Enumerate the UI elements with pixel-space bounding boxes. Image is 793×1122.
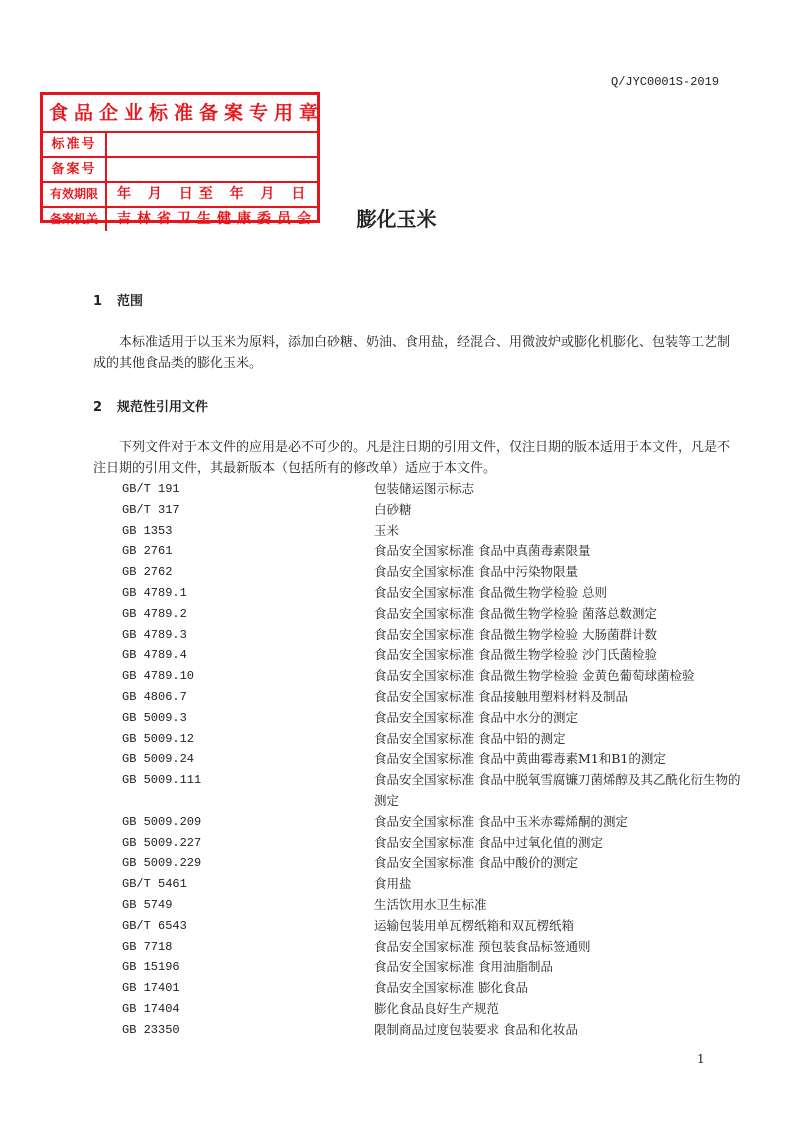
stamp-label: 有效期限 bbox=[43, 183, 107, 206]
reference-title: 食品安全国家标准 食品微生物学检验 金黄色葡萄球菌检验 bbox=[374, 668, 695, 684]
reference-row bbox=[122, 999, 743, 1020]
reference-code: GB 5009.12 bbox=[122, 731, 195, 746]
reference-row bbox=[122, 583, 743, 604]
reference-code: GB 5749 bbox=[122, 897, 173, 912]
reference-title: 生活饮用水卫生标准 bbox=[374, 896, 487, 912]
reference-row bbox=[122, 729, 743, 750]
reference-row bbox=[122, 541, 743, 562]
reference-row bbox=[122, 708, 743, 729]
reference-title: 食品安全国家标准 食品中铅的测定 bbox=[374, 730, 566, 746]
reference-code: GB/T 191 bbox=[122, 482, 180, 496]
reference-title: 食品安全国家标准 食品微生物学检验 总则 bbox=[374, 584, 607, 600]
reference-title: 玉米 bbox=[374, 522, 400, 538]
section-title: 规范性引用文件 bbox=[117, 400, 209, 415]
reference-code: GB 7718 bbox=[122, 939, 173, 954]
reference-code: GB 5009.3 bbox=[122, 710, 187, 725]
section-heading-references bbox=[93, 400, 743, 416]
references-paragraph: 下列文件对于本文件的应用是必不可少的。凡是注日期的引用文件，仅注日期的版本适用于本文件，凡是不注日期的引用文件，其最新版本（包括所有的修改单）适应于本文件。 bbox=[93, 440, 731, 476]
reference-row bbox=[122, 978, 743, 999]
reference-row bbox=[122, 479, 743, 500]
reference-row bbox=[122, 625, 743, 646]
reference-code: GB 1353 bbox=[122, 523, 173, 538]
stamp-label: 备案机关 bbox=[43, 208, 107, 231]
reference-title: 食品安全国家标准 食品微生物学检验 沙门氏菌检验 bbox=[374, 647, 657, 663]
reference-row bbox=[122, 770, 743, 812]
stamp-value: 年 月 日至 年 月 日 bbox=[117, 186, 312, 202]
reference-code: GB 15196 bbox=[122, 960, 180, 975]
reference-row bbox=[122, 666, 743, 687]
reference-code: GB/T 5461 bbox=[122, 877, 187, 892]
filing-stamp bbox=[40, 92, 325, 227]
reference-code: GB 17401 bbox=[122, 981, 180, 996]
reference-title: 食品安全国家标准 食品中脱氧雪腐镰刀菌烯醇及其乙酰化衍生物的测定 bbox=[374, 772, 741, 808]
reference-code: GB 5009.209 bbox=[122, 814, 202, 829]
reference-title: 限制商品过度包装要求 食品和化妆品 bbox=[374, 1021, 578, 1037]
reference-row bbox=[122, 645, 743, 666]
reference-row bbox=[122, 874, 743, 895]
reference-row bbox=[122, 1020, 743, 1041]
scope-paragraph: 本标准适用于以玉米为原料，添加白砂糖、奶油、食用盐，经混合、用微波炉或膨化机膨化、包装等工艺制成的其他食品类的膨化玉米。 bbox=[93, 335, 731, 371]
stamp-value bbox=[107, 158, 317, 181]
reference-code: GB 2761 bbox=[122, 544, 173, 559]
reference-row bbox=[122, 957, 743, 978]
reference-code: GB 17404 bbox=[122, 1001, 180, 1016]
reference-title: 食品安全国家标准 食品中污染物限量 bbox=[374, 564, 578, 580]
section-number: 1 bbox=[93, 294, 103, 309]
stamp-value: 吉林省卫生健康委员会 bbox=[117, 211, 317, 227]
reference-code: GB 4789.2 bbox=[122, 606, 187, 621]
reference-title: 食品安全国家标准 食品中水分的测定 bbox=[374, 709, 578, 725]
reference-title: 食品安全国家标准 食品中酸价的测定 bbox=[374, 855, 578, 871]
reference-row bbox=[122, 833, 743, 854]
reference-row bbox=[122, 853, 743, 874]
reference-code: GB 5009.24 bbox=[122, 752, 195, 767]
reference-title: 包装储运图示标志 bbox=[374, 481, 475, 496]
stamp-row bbox=[43, 158, 317, 183]
reference-title: 食品安全国家标准 食品中真菌毒素限量 bbox=[374, 543, 591, 559]
reference-title: 食品安全国家标准 食品微生物学检验 菌落总数测定 bbox=[374, 605, 657, 621]
reference-row bbox=[122, 895, 743, 916]
reference-code: GB 4789.10 bbox=[122, 669, 195, 684]
reference-row bbox=[122, 937, 743, 958]
document-body bbox=[93, 294, 743, 1041]
reference-row bbox=[122, 500, 743, 521]
reference-title: 白砂糖 bbox=[374, 501, 412, 517]
section-heading-scope bbox=[93, 294, 743, 310]
reference-title: 食用盐 bbox=[374, 876, 412, 892]
reference-title: 运输包装用单瓦楞纸箱和双瓦楞纸箱 bbox=[374, 917, 575, 933]
reference-code: GB 4806.7 bbox=[122, 689, 187, 704]
reference-row bbox=[122, 749, 743, 770]
section-number: 2 bbox=[93, 400, 103, 415]
stamp-value bbox=[107, 133, 317, 156]
reference-code: GB 4789.4 bbox=[122, 648, 187, 663]
stamp-label: 备案号 bbox=[43, 158, 107, 181]
stamp-heading: 食品企业标准备案专用章 bbox=[43, 95, 317, 133]
reference-code: GB 5009.111 bbox=[122, 773, 202, 788]
reference-title: 食品安全国家标准 预包装食品标签通则 bbox=[374, 938, 591, 954]
reference-code: GB/T 6543 bbox=[122, 918, 187, 933]
reference-title: 食品安全国家标准 膨化食品 bbox=[374, 980, 528, 996]
reference-code: GB 2762 bbox=[122, 565, 173, 580]
document-number: Q/JYC0001S-2019 bbox=[611, 75, 720, 89]
section-title: 范围 bbox=[117, 294, 144, 309]
reference-title: 食品安全国家标准 食品接触用塑料材料及制品 bbox=[374, 688, 628, 704]
reference-title: 食品安全国家标准 食品中过氧化值的测定 bbox=[374, 834, 603, 850]
reference-row bbox=[122, 562, 743, 583]
reference-row bbox=[122, 916, 743, 937]
reference-row bbox=[122, 521, 743, 542]
reference-row bbox=[122, 812, 743, 833]
reference-row bbox=[122, 687, 743, 708]
reference-code: GB 4789.3 bbox=[122, 627, 187, 642]
reference-code: GB 5009.229 bbox=[122, 856, 202, 871]
reference-title: 食品安全国家标准 食品微生物学检验 大肠菌群计数 bbox=[374, 626, 657, 642]
reference-title: 膨化食品良好生产规范 bbox=[374, 1000, 500, 1016]
reference-code: GB/T 317 bbox=[122, 502, 180, 517]
reference-row bbox=[122, 604, 743, 625]
stamp-label: 标准号 bbox=[43, 133, 107, 156]
stamp-row bbox=[43, 208, 317, 231]
reference-list bbox=[122, 479, 743, 1041]
reference-code: GB 23350 bbox=[122, 1022, 180, 1037]
reference-title: 食品安全国家标准 食用油脂制品 bbox=[374, 959, 553, 975]
reference-title: 食品安全国家标准 食品中玉米赤霉烯酮的测定 bbox=[374, 813, 628, 829]
reference-code: GB 5009.227 bbox=[122, 835, 202, 850]
stamp-row bbox=[43, 183, 317, 208]
reference-title: 食品安全国家标准 食品中黄曲霉毒素M1和B1的测定 bbox=[374, 751, 666, 767]
page-number: 1 bbox=[697, 1052, 705, 1066]
stamp-row bbox=[43, 133, 317, 158]
page-title: 膨化玉米 bbox=[356, 207, 437, 231]
reference-code: GB 4789.1 bbox=[122, 585, 187, 600]
